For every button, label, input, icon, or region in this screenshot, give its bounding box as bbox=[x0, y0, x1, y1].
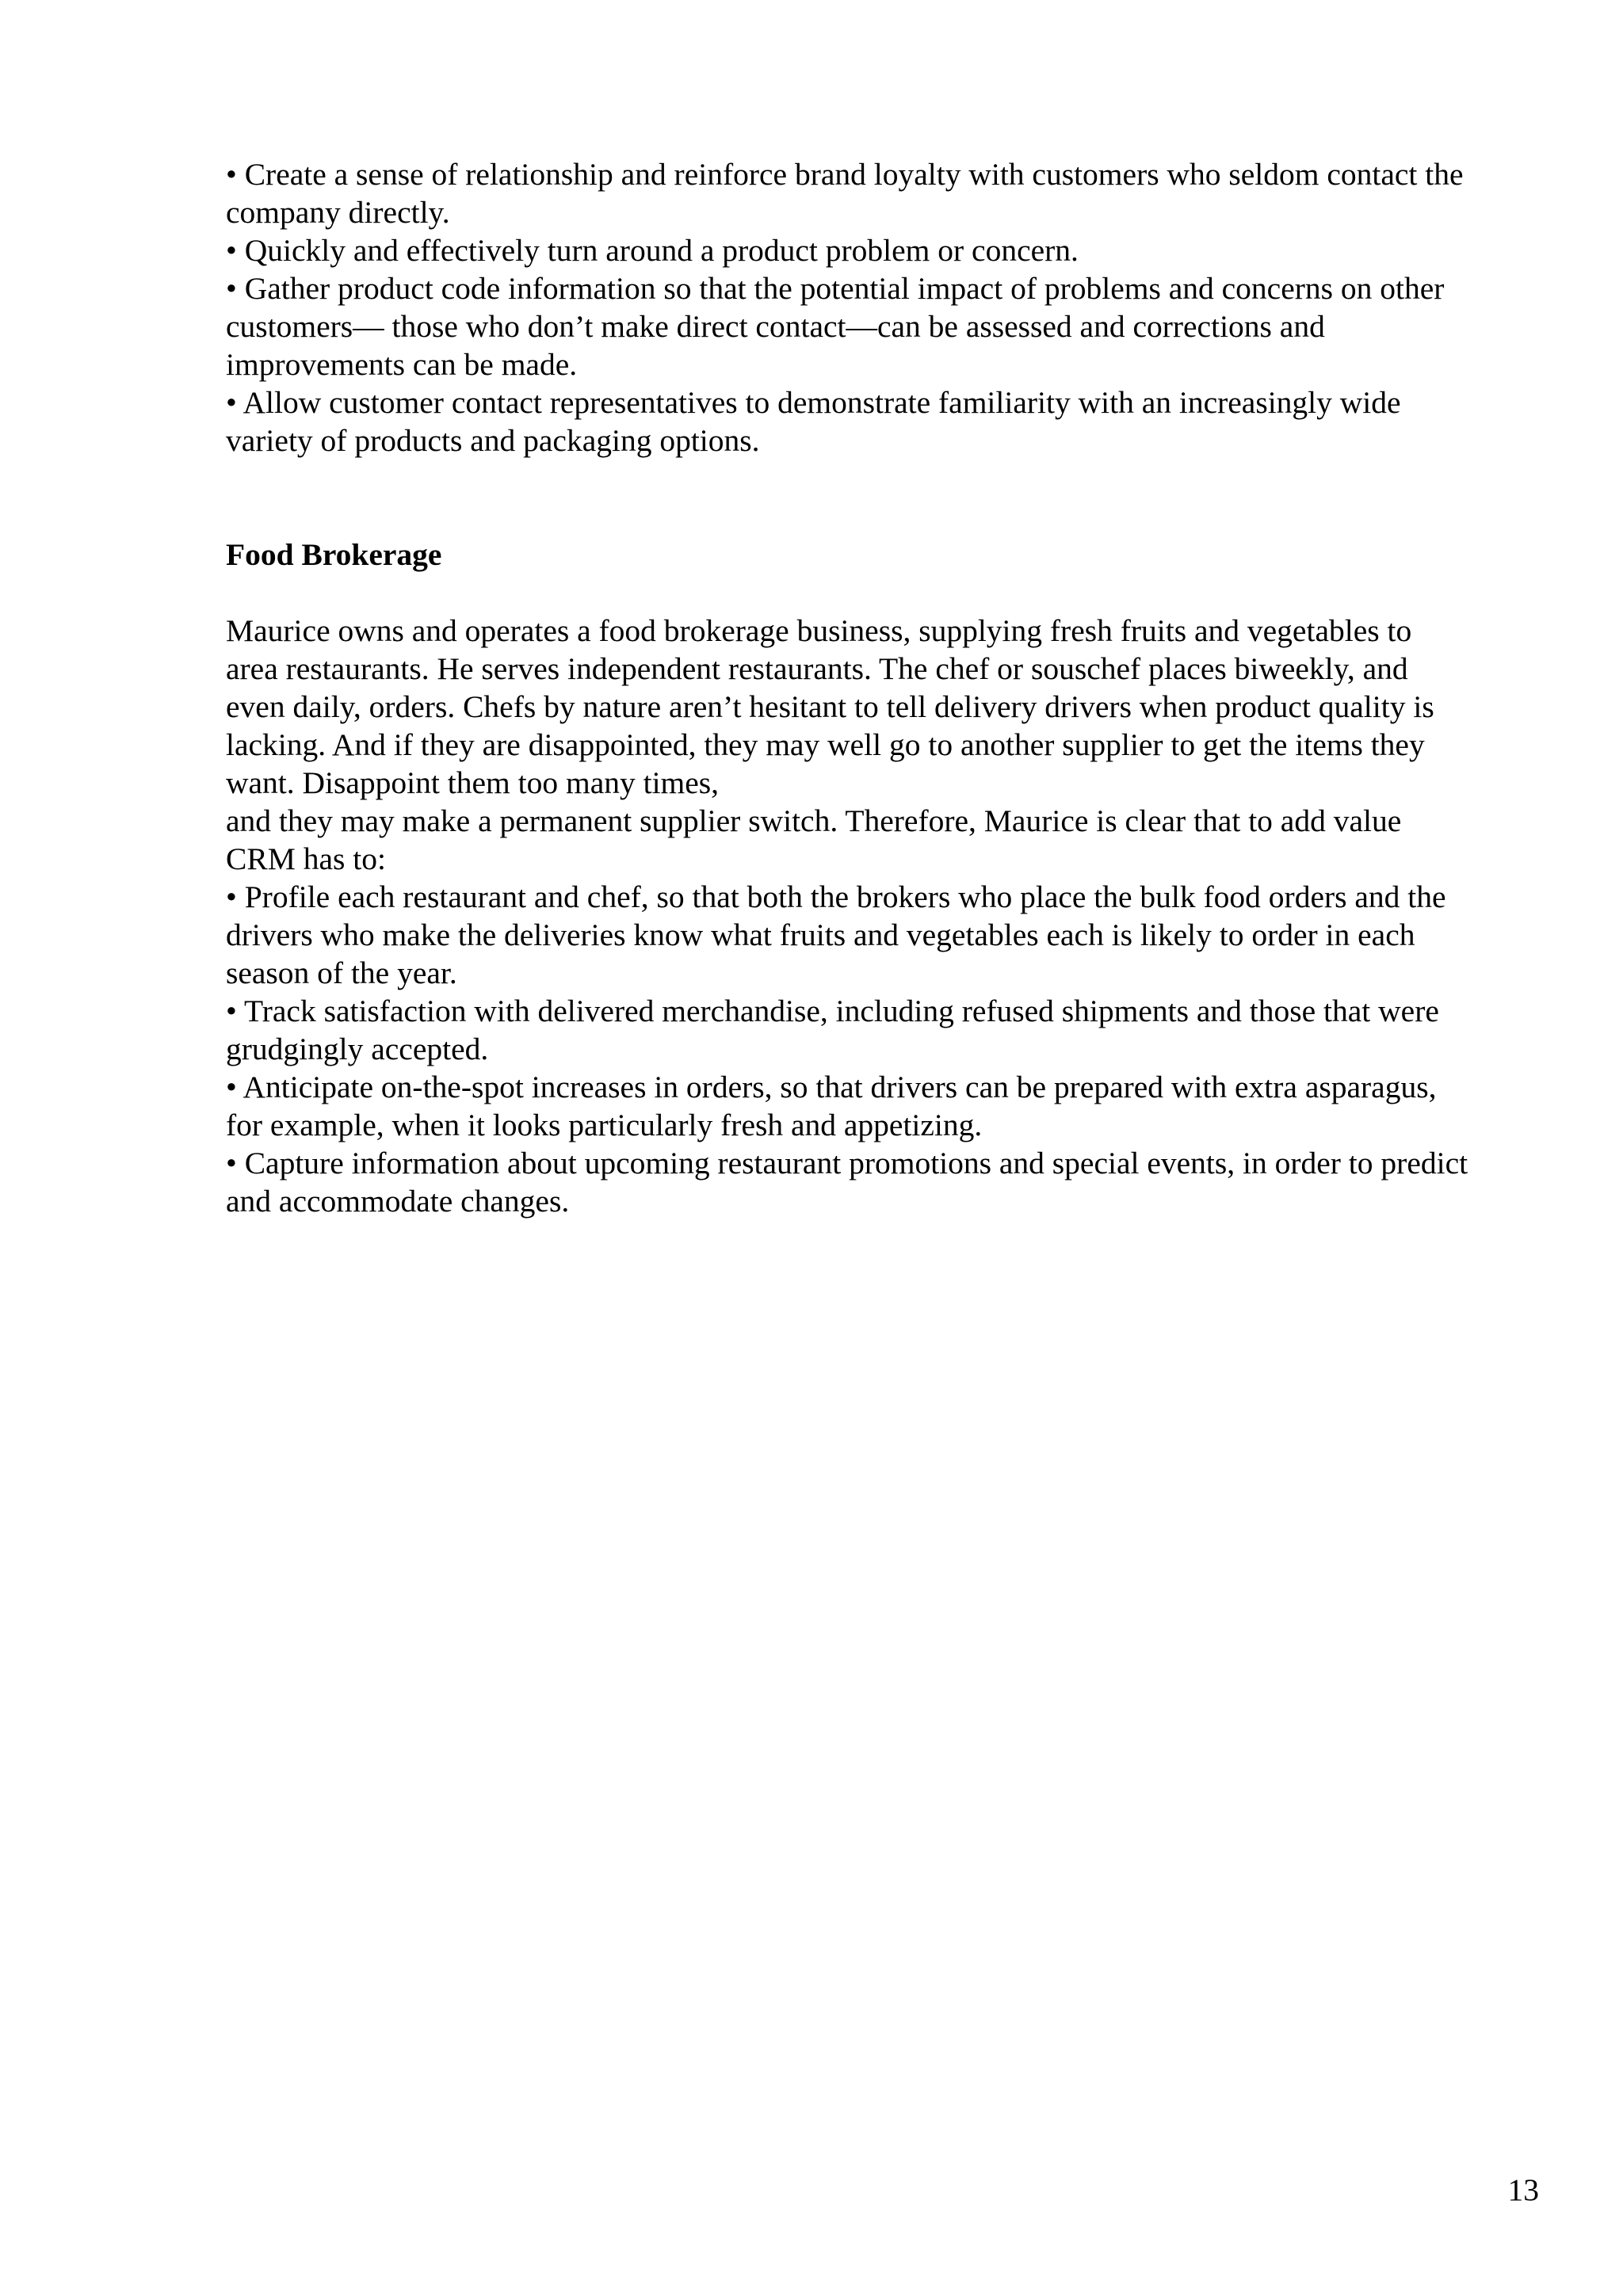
text-line: • Profile each restaurant and chef, so that both the brokers who place the bulk food orders and the bbox=[226, 879, 1446, 914]
text-line: even daily, orders. Chefs by nature aren’t hesitant to tell delivery drivers when product quality is bbox=[226, 689, 1434, 724]
text-line: customers— those who don’t make direct contact—can be assessed and corrections and bbox=[226, 309, 1325, 344]
text-line: want. Disappoint them too many times, bbox=[226, 765, 720, 800]
text-line: variety of products and packaging options. bbox=[226, 423, 760, 458]
text-line: season of the year. bbox=[226, 955, 457, 990]
text-line: • Create a sense of relationship and reinforce brand loyalty with customers who seldom contact the bbox=[226, 157, 1464, 192]
text-line: and accommodate changes. bbox=[226, 1184, 570, 1219]
text-line: and they may make a permanent supplier switch. Therefore, Maurice is clear that to add value bbox=[226, 803, 1402, 838]
text-line: • Quickly and effectively turn around a product problem or concern. bbox=[226, 233, 1079, 268]
text-line: lacking. And if they are disappointed, they may well go to another supplier to get the items they bbox=[226, 727, 1425, 762]
section-heading: Food Brokerage bbox=[226, 537, 442, 572]
text-line: for example, when it looks particularly fresh and appetizing. bbox=[226, 1108, 983, 1142]
text-line: • Allow customer contact representatives to demonstrate familiarity with an increasingly wide bbox=[226, 385, 1401, 420]
text-line: • Anticipate on-the-spot increases in orders, so that drivers can be prepared with extra asparagus, bbox=[226, 1070, 1437, 1104]
text-line: grudgingly accepted. bbox=[226, 1032, 489, 1066]
text-line: company directly. bbox=[226, 195, 450, 230]
page-number: 13 bbox=[1507, 2172, 1539, 2207]
text-line: • Capture information about upcoming restaurant promotions and special events, in order to predict bbox=[226, 1146, 1468, 1180]
text-line: Maurice owns and operates a food brokerage business, supplying fresh fruits and vegetables to bbox=[226, 613, 1412, 648]
text-line: drivers who make the deliveries know what fruits and vegetables each is likely to order in each bbox=[226, 917, 1415, 952]
text-line: improvements can be made. bbox=[226, 347, 578, 382]
section-body bbox=[226, 612, 1541, 1220]
page-content bbox=[226, 155, 1541, 1220]
text-line: area restaurants. He serves independent restaurants. The chef or souschef places biweekly, and bbox=[226, 651, 1408, 686]
text-line: • Gather product code information so that the potential impact of problems and concerns on other bbox=[226, 271, 1445, 306]
text-line: • Track satisfaction with delivered merchandise, including refused shipments and those that were bbox=[226, 994, 1439, 1028]
text-line: CRM has to: bbox=[226, 841, 386, 876]
intro-bullet-list bbox=[226, 155, 1541, 460]
